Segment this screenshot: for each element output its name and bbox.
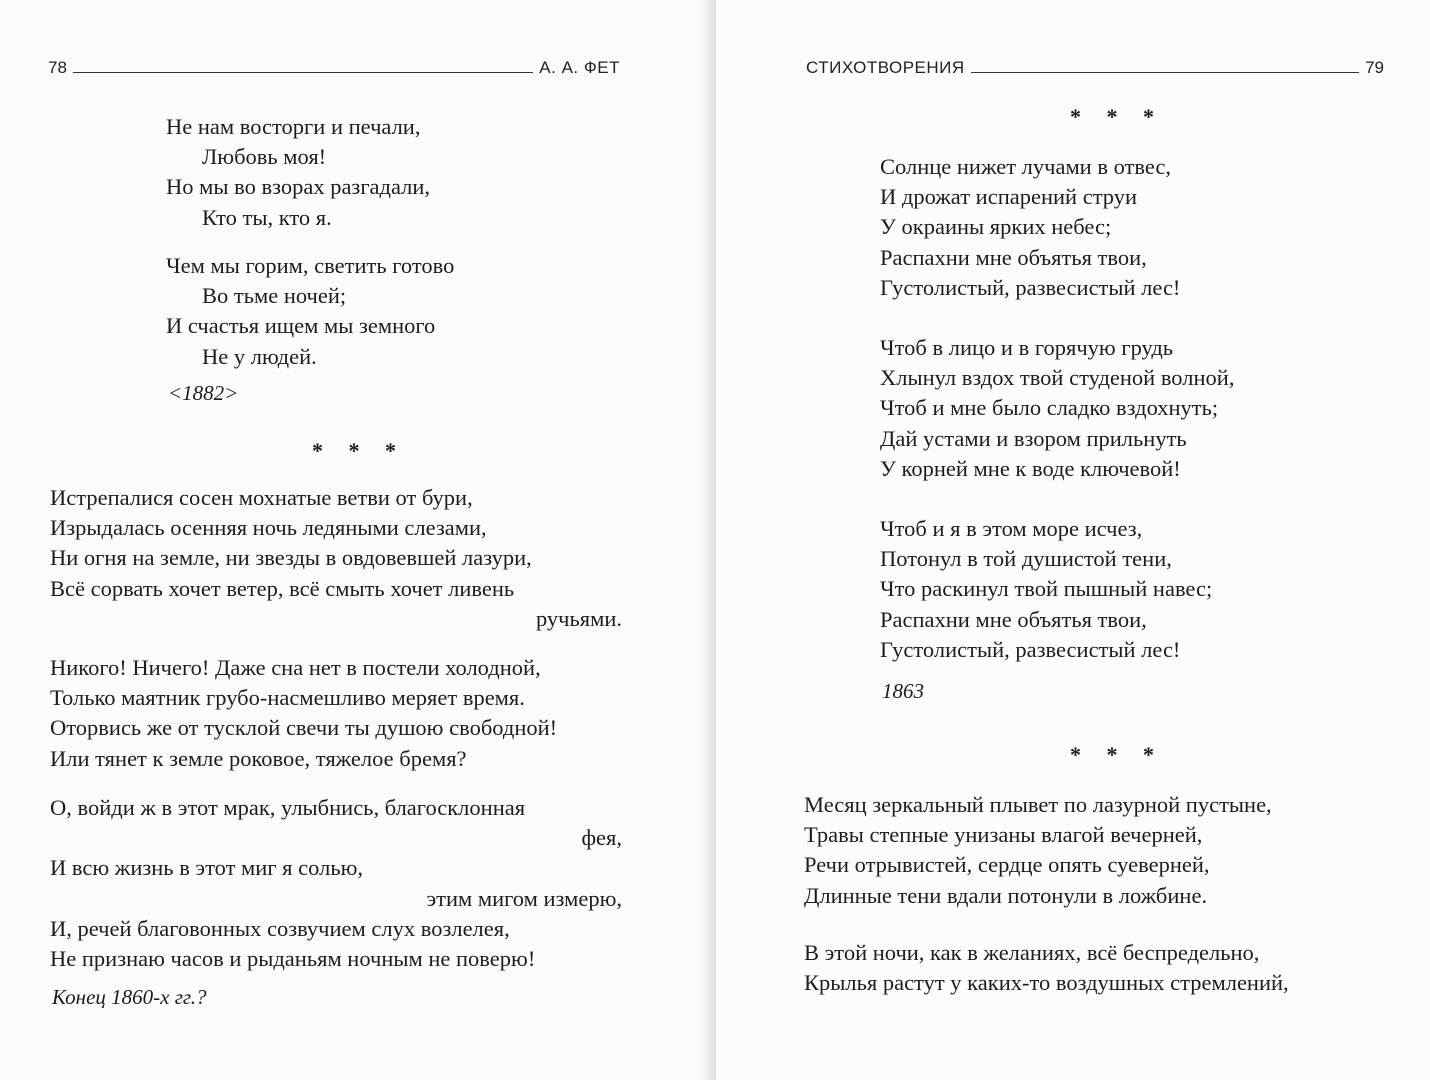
- verse-line: Во тьме ночей;: [202, 283, 347, 309]
- verse-line: Изрыдалась осенняя ночь ледяными слезами,: [50, 515, 487, 541]
- verse-line: Месяц зеркальный плывет по лазурной пустыне,: [804, 792, 1272, 817]
- verse-line: В этой ночи, как в желаниях, всё беспредельно,: [804, 940, 1260, 965]
- header-rule: [971, 72, 1359, 73]
- verse-line: У окраины ярких небес;: [880, 214, 1112, 240]
- poem-date: Конец 1860-х гг.?: [52, 985, 207, 1009]
- poem-stanza: [804, 938, 1289, 998]
- poem-stanza: [166, 112, 430, 233]
- header-rule: [73, 72, 533, 73]
- poem-stanza: [166, 251, 454, 372]
- poem-stanza: [880, 514, 1212, 665]
- poem-stanza: [50, 793, 622, 974]
- verse-line: Длинные тени вдали потонули в ложбине.: [804, 882, 1208, 908]
- verse-line: Или тянет к земле роковое, тяжелое бремя?: [50, 745, 467, 771]
- verse-line: Не у людей.: [202, 343, 317, 369]
- verse-line: Солнце нижет лучами в отвес,: [880, 154, 1172, 179]
- verse-line: Никого! Ничего! Даже сна нет в постели холодной,: [50, 655, 541, 680]
- section-stars: * * *: [1070, 104, 1164, 129]
- verse-line: Ни огня на земле, ни звезды в овдовевшей лазури,: [50, 545, 532, 571]
- verse-line: Распахни мне объятья твои,: [880, 606, 1147, 632]
- left-page: [0, 0, 712, 1080]
- page-number-left: 78: [48, 58, 67, 77]
- verse-line: Всё сорвать хочет ветер, всё смыть хочет ливень: [50, 575, 515, 601]
- verse-line: Густолистый, развесистый лес!: [880, 636, 1181, 662]
- verse-line: Травы степные унизаны влагой вечерней,: [804, 822, 1203, 848]
- verse-line: Крылья растут у каких-то воздушных стремлений,: [804, 970, 1289, 996]
- poem-stanza: [50, 483, 622, 634]
- poem-stanza: [50, 653, 622, 774]
- running-head-title: СТИХОТВОРЕНИЯ: [806, 58, 965, 77]
- verse-line: Потонул в той душистой тени,: [880, 546, 1172, 572]
- verse-line: И счастья ищем мы земного: [166, 313, 436, 339]
- verse-line: Дай устами и взором прильнуть: [880, 425, 1187, 451]
- poem-date: 1863: [882, 679, 924, 703]
- section-stars: * * *: [312, 438, 406, 463]
- verse-line: И всю жизнь в этот миг я солью,: [50, 855, 364, 881]
- verse-line: У корней мне к воде ключевой!: [880, 455, 1181, 481]
- verse-line: О, войди ж в этот мрак, улыбнись, благосклонная: [50, 795, 526, 820]
- verse-line: Кто ты, кто я.: [202, 204, 332, 230]
- verse-line: Не нам восторги и печали,: [166, 114, 421, 139]
- verse-line-runover: этим мигом измерю,: [426, 885, 622, 911]
- verse-line: Только маятник грубо-насмешливо меряет время.: [50, 685, 525, 711]
- section-stars: * * *: [1070, 742, 1164, 767]
- verse-line: Речи отрывистей, сердце опять суеверней,: [804, 852, 1210, 878]
- verse-line: Любовь моя!: [202, 144, 327, 170]
- right-running-header: [806, 58, 1384, 78]
- verse-line: Чем мы горим, светить готово: [166, 253, 455, 278]
- verse-line: Чтоб в лицо и в горячую грудь: [880, 335, 1174, 360]
- poem-stanza: [880, 152, 1180, 303]
- page-number-right: 79: [1365, 58, 1384, 77]
- poem-stanza: [804, 790, 1272, 911]
- running-head-author: А. А. ФЕТ: [539, 58, 620, 77]
- verse-line: Распахни мне объятья твои,: [880, 244, 1147, 270]
- verse-line: Хлынул вздох твой студеной волной,: [880, 365, 1235, 391]
- verse-line: Густолистый, развесистый лес!: [880, 274, 1181, 300]
- verse-line: Истрепалися сосен мохнатые ветви от бури,: [50, 485, 473, 510]
- verse-line: Не признаю часов и рыданьям ночным не поверю!: [50, 946, 536, 972]
- verse-line: Чтоб и я в этом море исчез,: [880, 516, 1143, 541]
- left-running-header: [48, 58, 620, 78]
- verse-line: Оторвись же от тусклой свечи ты душою свободной!: [50, 715, 558, 741]
- verse-line: И дрожат испарений струи: [880, 184, 1138, 210]
- verse-line: И, речей благовонных созвучием слух возлелея,: [50, 915, 510, 941]
- verse-line-runover: фея,: [581, 825, 622, 851]
- verse-line: Чтоб и мне было сладко вздохнуть;: [880, 395, 1219, 421]
- verse-line: Но мы во взорах разгадали,: [166, 174, 431, 200]
- right-page: [716, 0, 1430, 1080]
- poem-date: <1882>: [168, 381, 239, 405]
- poem-stanza: [880, 333, 1234, 484]
- verse-line: Что раскинул твой пышный навес;: [880, 576, 1213, 602]
- verse-line-runover: ручьями.: [535, 605, 622, 631]
